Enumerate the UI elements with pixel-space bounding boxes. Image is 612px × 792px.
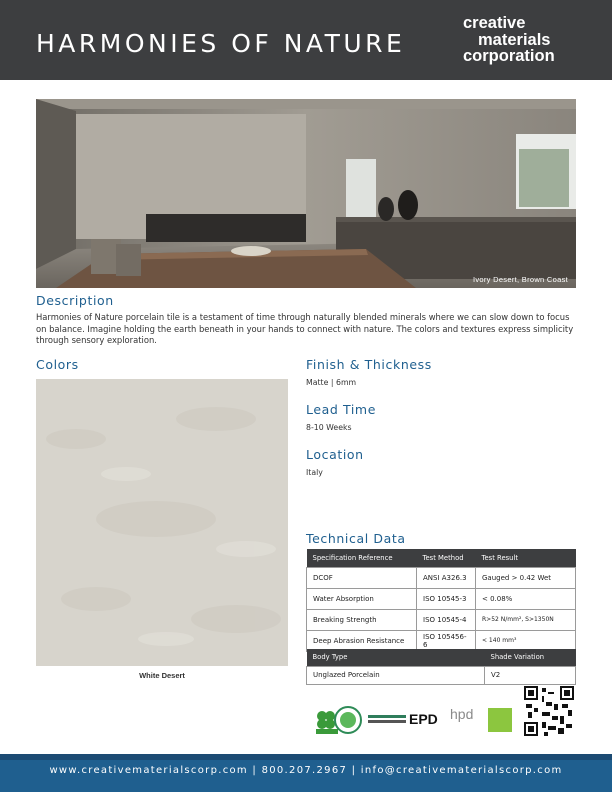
hero-caption: Ivory Desert, Brown Coast <box>472 275 568 284</box>
page-footer <box>0 760 612 792</box>
table-cell: Breaking Strength <box>307 609 417 630</box>
column-header: Shade Variation <box>485 649 576 666</box>
finish-heading: Finish & Thickness <box>306 357 432 372</box>
body-type-table <box>306 649 576 685</box>
footer-contact[interactable]: www.creativematerialscorp.com | 800.207.2967 | info@creativematerialscorp.com <box>49 765 563 776</box>
interior-scene-illustration <box>36 99 576 288</box>
table-cell: Unglazed Porcelain <box>307 666 485 684</box>
table-row <box>307 588 576 609</box>
column-header: Specification Reference <box>307 549 417 567</box>
logo-line-materials: materials <box>478 30 551 49</box>
column-header: Test Result <box>476 549 576 567</box>
lead-time-value: 8-10 Weeks <box>306 423 352 432</box>
lead-time-heading: Lead Time <box>306 402 376 417</box>
description-heading: Description <box>36 293 114 308</box>
table-header-row <box>307 649 576 666</box>
table-cell: ISO 105456-6 <box>417 630 476 651</box>
epd-logo: EPD <box>409 711 438 727</box>
logo-line-corporation: corporation <box>463 47 555 65</box>
table-cell: < 140 mm³ <box>476 630 576 651</box>
table-cell: ANSI A326.3 <box>417 567 476 588</box>
colors-heading: Colors <box>36 357 79 372</box>
location-value: Italy <box>306 468 323 477</box>
column-header: Body Type <box>307 649 485 666</box>
table-cell: Gauged > 0.42 Wet <box>476 567 576 588</box>
table-row <box>307 609 576 630</box>
stone-texture <box>36 379 288 666</box>
page-header <box>0 0 612 80</box>
green-seal-icon <box>335 707 361 733</box>
table-cell: < 0.08% <box>476 588 576 609</box>
table-cell: Deep Abrasion Resistance <box>307 630 417 651</box>
hero-image <box>36 99 576 288</box>
table-row <box>307 567 576 588</box>
color-swatch-white-desert <box>36 379 288 666</box>
page-title: HARMONIES OF NATURE <box>36 29 406 58</box>
mindful-materials-icon <box>488 708 512 732</box>
column-header: Test Method <box>417 549 476 567</box>
company-logo <box>463 15 555 65</box>
table-cell: V2 <box>485 666 576 684</box>
table-cell: DCOF <box>307 567 417 588</box>
ceramics-cert-icon <box>368 715 406 723</box>
table-cell: ISO 10545-3 <box>417 588 476 609</box>
hpd-logo: hpd <box>450 706 474 722</box>
table-cell: Water Absorption <box>307 588 417 609</box>
location-heading: Location <box>306 447 364 462</box>
table-row <box>307 630 576 651</box>
table-cell: R>52 N/mm², S>1350N <box>476 609 576 630</box>
table-row <box>307 666 576 684</box>
finish-value: Matte | 6mm <box>306 378 357 387</box>
technical-data-table <box>306 549 576 652</box>
technical-heading: Technical Data <box>306 531 406 546</box>
table-header-row <box>307 549 576 567</box>
table-cell: ISO 10545-4 <box>417 609 476 630</box>
logo-line-creative: creative <box>463 14 526 32</box>
qr-code[interactable] <box>524 686 574 736</box>
swatch-label: White Desert <box>139 671 185 680</box>
description-text: Harmonies of Nature porcelain tile is a testament of time through naturally blended minerals where we can slow down to focus on balance. Imagine holding the earth beneath in your hands to connect with nature. The colors and textures express simplicity through sensory exploration. <box>36 312 574 345</box>
